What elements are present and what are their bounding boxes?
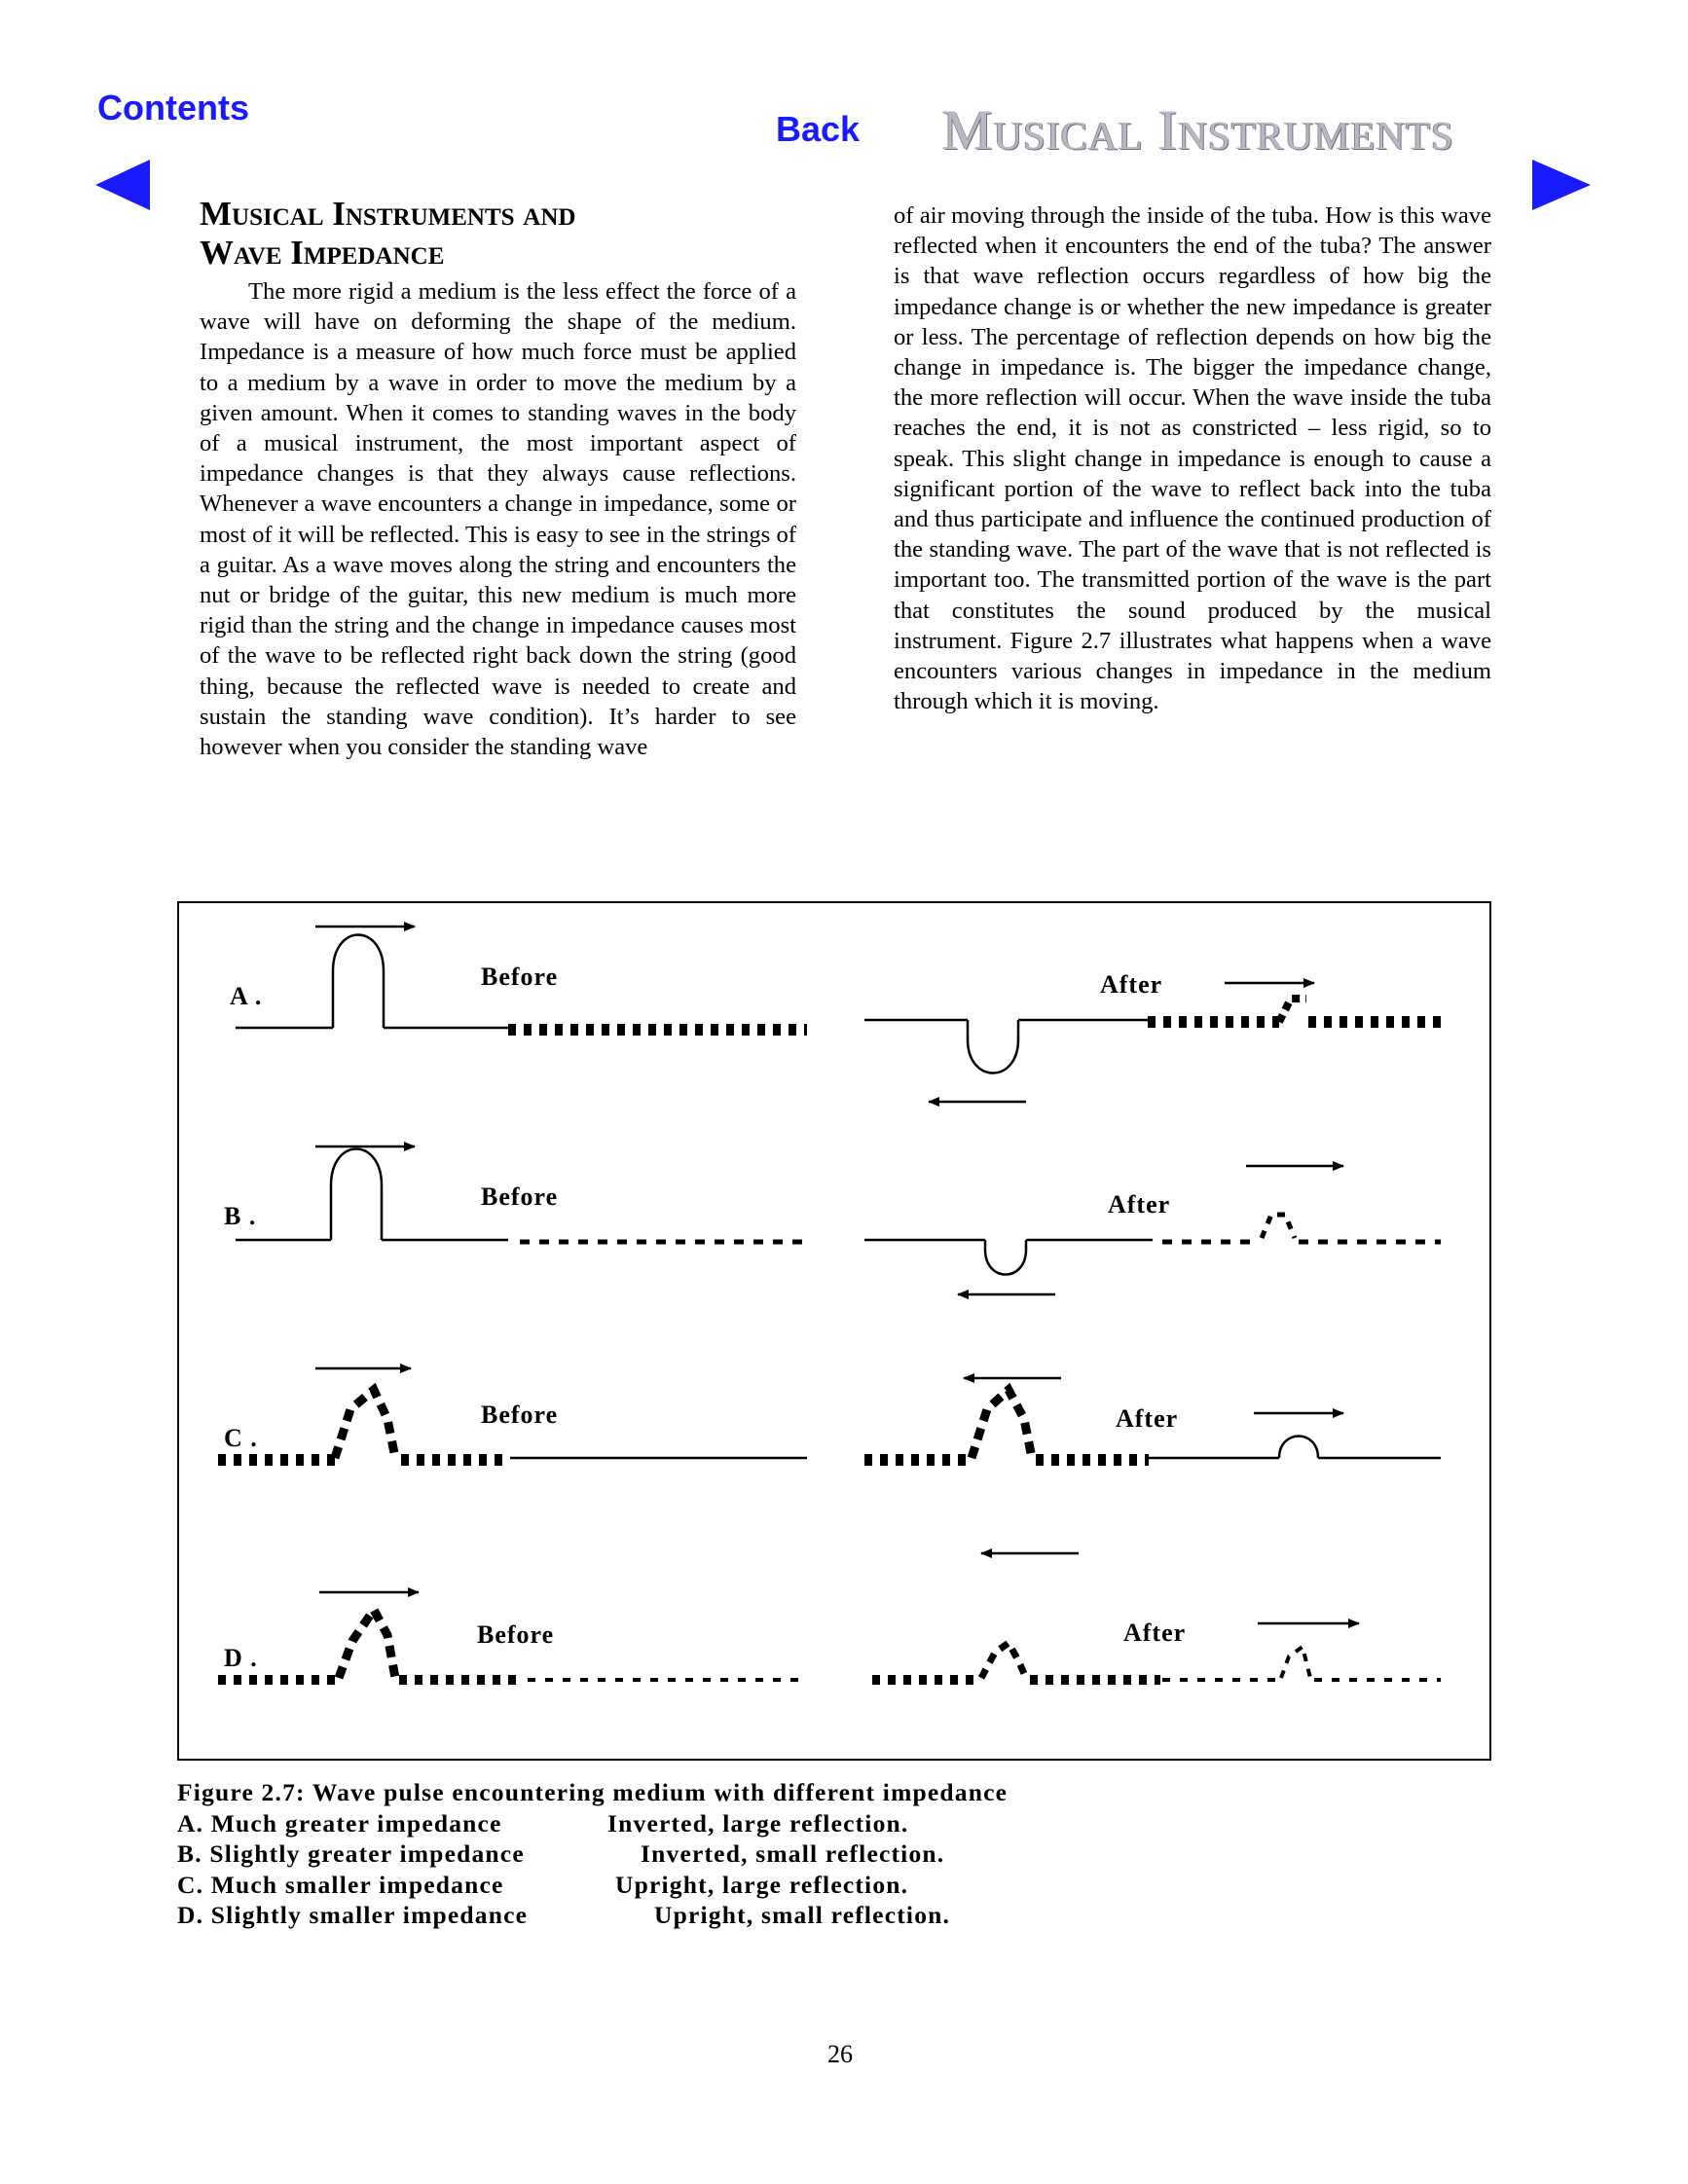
row-letter: B . <box>224 1202 257 1230</box>
after-label: After <box>1100 970 1163 999</box>
figure-2-7-diagram <box>179 903 1489 1759</box>
back-link[interactable]: Back <box>776 109 861 149</box>
caption-item <box>177 1900 1345 1931</box>
caption-case: D. Slightly smaller impedance <box>177 1901 529 1929</box>
section-title <box>200 195 803 273</box>
caption-result: Upright, large reflection. <box>615 1870 909 1899</box>
figure-caption <box>177 1777 1345 1931</box>
caption-item <box>177 1808 1345 1839</box>
caption-item <box>177 1870 1345 1901</box>
row-c-labels <box>224 1401 1178 1452</box>
page-number: 26 <box>827 2040 853 2068</box>
after-label: After <box>1108 1190 1171 1219</box>
contents-link[interactable]: Contents <box>97 88 249 127</box>
running-header: Musical Instruments <box>942 98 1454 162</box>
after-label: After <box>1123 1619 1187 1647</box>
row-letter: D . <box>224 1644 258 1672</box>
figure-2-7 <box>177 901 1491 1761</box>
section-title-line: Wave Impedance <box>200 234 445 272</box>
row-a-after <box>864 983 1441 1102</box>
row-letter: A . <box>230 982 263 1010</box>
caption-result: Upright, small reflection. <box>654 1901 951 1929</box>
row-letter: C . <box>224 1424 258 1452</box>
body-column-right: of air moving through the inside of the tuba. How is this wave reflected when it encounters the end of the tuba? The answer is that wave reflection occurs regardless of how big the impedance change is or whether the new impedance is greater or less. The percentage of reflection depends on how big the change in impedance is. The bigger the impedance change, the more reflection will occur. When the wave inside the tuba reaches the end, it is not as constricted – less rigid, so to speak. This slight change in impedance is enough to cause a significant portion of the wave to reflect back into the tuba and thus participate and influence the continued production of the standing wave. The part of the wave that is not reflected is important too. The transmitted portion of the wave is the part that constitutes the sound produced by the musical instrument. Figure 2.7 illustrates what happens when a wave encounters various changes in impedance in the medium through which it is moving. <box>894 202 1491 715</box>
caption-case: A. Much greater impedance <box>177 1808 502 1838</box>
row-b-labels <box>224 1183 1170 1230</box>
section-title-line: Musical Instruments and <box>200 195 576 233</box>
row-a-labels <box>230 963 1162 1010</box>
caption-title: Figure 2.7: Wave pulse encountering medium with different impedance <box>177 1778 1009 1806</box>
caption-item <box>177 1838 1345 1870</box>
before-label: Before <box>481 1183 559 1211</box>
caption-case: C. Much smaller impedance <box>177 1870 504 1899</box>
left-triangle-arrow-icon[interactable] <box>93 158 154 212</box>
body-column-left: The more rigid a medium is the less effect the force of a wave will have on deforming the shape of the medium. Impedance is a measure of how much force must be applied to a medium by a wave in order to move the medium by a given amount. When it comes to standing waves in the body of a musical instrument, the most important aspect of impedance changes is that they always cause reflections. Whenever a wave encounters a change in impedance, some or most of it will be reflected. This is easy to see in the strings of a guitar. As a wave moves along the string and encounters the nut or bridge of the guitar, this new medium is much more rigid than the string and the change in impedance causes most of the wave to be reflected right back down the string (good thing, because the reflected wave is needed to create and sustain the standing wave condition). It’s harder to see however when you consider the standing wave <box>200 278 796 761</box>
caption-result: Inverted, small reflection. <box>641 1839 945 1868</box>
caption-result: Inverted, large reflection. <box>607 1808 909 1838</box>
after-label: After <box>1116 1404 1179 1433</box>
right-triangle-arrow-icon[interactable] <box>1528 158 1593 212</box>
row-d-labels <box>224 1619 1186 1672</box>
caption-case: B. Slightly greater impedance <box>177 1839 525 1868</box>
before-label: Before <box>481 963 559 991</box>
row-b-after <box>864 1166 1441 1294</box>
before-label: Before <box>477 1620 555 1649</box>
before-label: Before <box>481 1401 559 1429</box>
